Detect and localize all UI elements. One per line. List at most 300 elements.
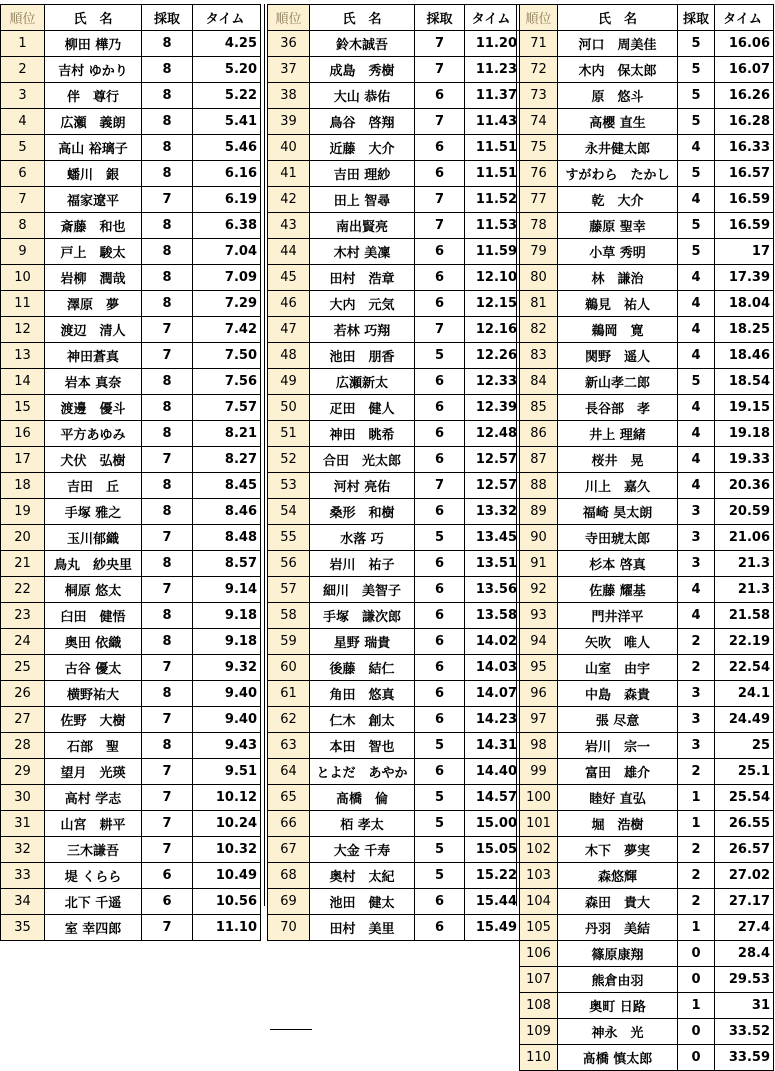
count-cell: 0 [678,967,715,993]
rank-cell: 84 [520,369,558,395]
time-cell: 13.32 [465,499,521,525]
time-cell: 19.18 [715,421,774,447]
rank-cell: 92 [520,577,558,603]
count-cell: 7 [142,343,193,369]
time-cell: 9.18 [193,603,261,629]
rank-cell: 5 [1,135,45,161]
rank-cell: 82 [520,317,558,343]
count-cell: 5 [678,369,715,395]
name-cell: 堤 くらら [45,863,142,889]
count-cell: 5 [678,213,715,239]
name-cell: 広瀬 義朗 [45,109,142,135]
time-cell: 15.22 [465,863,521,889]
time-cell: 18.25 [715,317,774,343]
time-cell: 20.36 [715,473,774,499]
count-cell: 8 [142,239,193,265]
time-cell: 27.4 [715,915,774,941]
name-cell: 手塚 雅之 [45,499,142,525]
time-cell: 7.29 [193,291,261,317]
table-row [1,109,261,135]
name-cell: 木下 夢実 [558,837,678,863]
rank-cell: 98 [520,733,558,759]
time-cell: 20.59 [715,499,774,525]
count-cell: 5 [415,863,465,889]
count-cell: 5 [678,109,715,135]
rank-cell: 99 [520,759,558,785]
rank-cell: 45 [268,265,310,291]
rank-cell: 97 [520,707,558,733]
rank-cell: 7 [1,187,45,213]
table-row [520,291,774,317]
count-cell: 6 [415,915,465,941]
time-cell: 7.57 [193,395,261,421]
time-cell: 22.54 [715,655,774,681]
rank-cell: 69 [268,889,310,915]
table-row [520,57,774,83]
time-cell: 26.55 [715,811,774,837]
table-row [1,369,261,395]
count-cell: 5 [678,239,715,265]
count-cell: 4 [678,343,715,369]
count-cell: 6 [415,447,465,473]
time-cell: 6.19 [193,187,261,213]
count-cell: 2 [678,759,715,785]
rank-cell: 46 [268,291,310,317]
name-cell: 古谷 優太 [45,655,142,681]
table-row [520,473,774,499]
time-cell: 11.52 [465,187,521,213]
count-cell: 7 [142,811,193,837]
rank-cell: 14 [1,369,45,395]
count-cell: 3 [678,499,715,525]
table-row [520,785,774,811]
count-cell: 5 [415,785,465,811]
table-row [268,759,521,785]
time-cell: 24.49 [715,707,774,733]
rank-cell: 3 [1,83,45,109]
table-row [1,213,261,239]
name-cell: 戸上 駿太 [45,239,142,265]
count-cell: 4 [678,447,715,473]
rank-cell: 8 [1,213,45,239]
count-cell: 6 [415,759,465,785]
rank-cell: 50 [268,395,310,421]
table-row [520,551,774,577]
name-cell: 桐原 悠太 [45,577,142,603]
name-cell: 門井洋平 [558,603,678,629]
name-cell: 堀 浩樹 [558,811,678,837]
header-name: 氏 名 [558,5,678,31]
count-cell: 6 [142,889,193,915]
count-cell: 8 [142,629,193,655]
table-row [268,473,521,499]
column-separator [264,4,265,906]
count-cell: 8 [142,213,193,239]
name-cell: 室 幸四郎 [45,915,142,941]
table-row [1,707,261,733]
name-cell: 原 悠斗 [558,83,678,109]
rank-cell: 55 [268,525,310,551]
table-row [520,213,774,239]
rank-cell: 79 [520,239,558,265]
table-row [1,655,261,681]
rank-cell: 73 [520,83,558,109]
name-cell: 蟠川 銀 [45,161,142,187]
rank-cell: 67 [268,837,310,863]
count-cell: 4 [678,135,715,161]
rank-cell: 71 [520,31,558,57]
count-cell: 3 [678,733,715,759]
ranking-table-2 [267,4,521,941]
table-row [268,629,521,655]
name-cell: 張 尽意 [558,707,678,733]
name-cell: 鵜岡 寛 [558,317,678,343]
count-cell: 3 [678,525,715,551]
count-cell: 7 [142,317,193,343]
time-cell: 21.3 [715,551,774,577]
rank-cell: 21 [1,551,45,577]
rank-cell: 53 [268,473,310,499]
time-cell: 27.02 [715,863,774,889]
header-count: 採取 [142,5,193,31]
rank-cell: 19 [1,499,45,525]
count-cell: 4 [678,395,715,421]
rank-cell: 1 [1,31,45,57]
time-cell: 16.57 [715,161,774,187]
time-cell: 21.06 [715,525,774,551]
name-cell: 吉田 理紗 [310,161,415,187]
table-row [520,707,774,733]
count-cell: 8 [142,603,193,629]
count-cell: 4 [678,291,715,317]
count-cell: 4 [678,603,715,629]
name-cell: 合田 光太郎 [310,447,415,473]
name-cell: 吉田 丘 [45,473,142,499]
table-row [520,811,774,837]
name-cell: 手塚 謙次郎 [310,603,415,629]
time-cell: 18.04 [715,291,774,317]
count-cell: 6 [415,577,465,603]
count-cell: 7 [142,577,193,603]
table-row [520,187,774,213]
name-cell: 望月 光瑛 [45,759,142,785]
time-cell: 9.18 [193,629,261,655]
rank-cell: 22 [1,577,45,603]
name-cell: 南出賢亮 [310,213,415,239]
time-cell: 15.49 [465,915,521,941]
rank-cell: 6 [1,161,45,187]
table-row [1,499,261,525]
time-cell: 12.48 [465,421,521,447]
table-row [268,109,521,135]
name-cell: 川上 嘉久 [558,473,678,499]
rank-cell: 87 [520,447,558,473]
table-row [1,291,261,317]
rank-cell: 18 [1,473,45,499]
header-name: 氏 名 [45,5,142,31]
count-cell: 8 [142,135,193,161]
count-cell: 7 [142,187,193,213]
count-cell: 7 [415,187,465,213]
table-row [1,863,261,889]
table-row [520,317,774,343]
table-row [1,31,261,57]
rank-cell: 48 [268,343,310,369]
rank-cell: 28 [1,733,45,759]
name-cell: 細川 美智子 [310,577,415,603]
name-cell: 篠原康翔 [558,941,678,967]
rank-cell: 66 [268,811,310,837]
count-cell: 1 [678,993,715,1019]
table-row [268,161,521,187]
count-cell: 7 [142,837,193,863]
table-row [1,343,261,369]
rank-cell: 23 [1,603,45,629]
time-cell: 15.05 [465,837,521,863]
table-row [268,811,521,837]
time-cell: 9.51 [193,759,261,785]
name-cell: 杉本 啓真 [558,551,678,577]
table-row [1,577,261,603]
name-cell: 北下 千遥 [45,889,142,915]
name-cell: 桑形 和樹 [310,499,415,525]
time-cell: 8.48 [193,525,261,551]
count-cell: 2 [678,629,715,655]
time-cell: 14.57 [465,785,521,811]
rank-cell: 96 [520,681,558,707]
time-cell: 16.26 [715,83,774,109]
name-cell: 近藤 大介 [310,135,415,161]
time-cell: 7.42 [193,317,261,343]
count-cell: 8 [142,681,193,707]
rank-cell: 78 [520,213,558,239]
table-row [520,135,774,161]
rank-cell: 27 [1,707,45,733]
name-cell: 桜井 晃 [558,447,678,473]
rank-cell: 74 [520,109,558,135]
time-cell: 13.58 [465,603,521,629]
rank-cell: 110 [520,1045,558,1071]
rank-cell: 44 [268,239,310,265]
rank-cell: 26 [1,681,45,707]
rank-cell: 17 [1,447,45,473]
name-cell: 田村 美里 [310,915,415,941]
name-cell: 神永 光 [558,1019,678,1045]
rank-cell: 62 [268,707,310,733]
name-cell: 仁木 創太 [310,707,415,733]
time-cell: 11.53 [465,213,521,239]
name-cell: 髙橋 慎太郎 [558,1045,678,1071]
table-row [268,707,521,733]
time-cell: 18.46 [715,343,774,369]
time-cell: 10.24 [193,811,261,837]
table-row [268,837,521,863]
name-cell: 岩柳 潤哉 [45,265,142,291]
table-row [268,57,521,83]
count-cell: 6 [415,655,465,681]
table-row [268,863,521,889]
table-row [520,837,774,863]
time-cell: 19.33 [715,447,774,473]
rank-cell: 58 [268,603,310,629]
table-row [268,733,521,759]
table-row [520,31,774,57]
count-cell: 1 [678,811,715,837]
rank-cell: 100 [520,785,558,811]
time-cell: 5.22 [193,83,261,109]
count-cell: 7 [142,655,193,681]
time-cell: 14.07 [465,681,521,707]
time-cell: 12.16 [465,317,521,343]
count-cell: 2 [678,837,715,863]
rank-cell: 95 [520,655,558,681]
time-cell: 6.16 [193,161,261,187]
table-row [1,265,261,291]
rank-cell: 12 [1,317,45,343]
count-cell: 4 [678,187,715,213]
time-cell: 11.51 [465,161,521,187]
name-cell: 河口 周美佳 [558,31,678,57]
name-cell: 富田 雄介 [558,759,678,785]
name-cell: 岩本 真奈 [45,369,142,395]
table-row [520,109,774,135]
rank-cell: 65 [268,785,310,811]
name-cell: 山宮 耕平 [45,811,142,837]
rank-cell: 59 [268,629,310,655]
table-row [520,993,774,1019]
header-row [1,5,261,31]
time-cell: 8.46 [193,499,261,525]
rank-cell: 107 [520,967,558,993]
count-cell: 3 [678,707,715,733]
time-cell: 13.56 [465,577,521,603]
header-row [520,5,774,31]
time-cell: 10.49 [193,863,261,889]
rank-cell: 38 [268,83,310,109]
time-cell: 7.04 [193,239,261,265]
table-row [1,759,261,785]
rank-cell: 39 [268,109,310,135]
header-row [268,5,521,31]
table-row [520,395,774,421]
table-row [268,395,521,421]
count-cell: 7 [142,447,193,473]
name-cell: 奥村 太紀 [310,863,415,889]
count-cell: 8 [142,421,193,447]
count-cell: 8 [142,161,193,187]
name-cell: 木内 保太郎 [558,57,678,83]
table-row [1,681,261,707]
rank-cell: 13 [1,343,45,369]
time-cell: 17 [715,239,774,265]
name-cell: 田上 智尋 [310,187,415,213]
rank-cell: 36 [268,31,310,57]
time-cell: 15.00 [465,811,521,837]
header-count: 採取 [678,5,715,31]
rank-cell: 37 [268,57,310,83]
rank-cell: 2 [1,57,45,83]
rank-cell: 86 [520,421,558,447]
count-cell: 6 [415,499,465,525]
table-row [268,31,521,57]
name-cell: 林 謙治 [558,265,678,291]
count-cell: 8 [142,499,193,525]
name-cell: 星野 瑞貴 [310,629,415,655]
table-row [520,915,774,941]
count-cell: 5 [415,811,465,837]
table-row [1,551,261,577]
table-row [1,733,261,759]
name-cell: 疋田 健人 [310,395,415,421]
count-cell: 7 [142,785,193,811]
time-cell: 8.45 [193,473,261,499]
rank-cell: 75 [520,135,558,161]
time-cell: 7.56 [193,369,261,395]
name-cell: 鈴木誠吾 [310,31,415,57]
count-cell: 2 [678,863,715,889]
count-cell: 4 [678,317,715,343]
count-cell: 8 [142,31,193,57]
table-row [520,369,774,395]
time-cell: 8.27 [193,447,261,473]
table-row [520,681,774,707]
rank-cell: 68 [268,863,310,889]
count-cell: 4 [678,577,715,603]
header-rank: 順位 [1,5,45,31]
count-cell: 1 [678,785,715,811]
name-cell: 横野祐大 [45,681,142,707]
header-rank: 順位 [520,5,558,31]
header-time: タイム [715,5,774,31]
name-cell: すがわら たかし [558,161,678,187]
time-cell: 15.44 [465,889,521,915]
rank-cell: 56 [268,551,310,577]
count-cell: 6 [415,707,465,733]
time-cell: 4.25 [193,31,261,57]
time-cell: 7.50 [193,343,261,369]
count-cell: 5 [678,31,715,57]
table-row [1,135,261,161]
time-cell: 10.56 [193,889,261,915]
time-cell: 17.39 [715,265,774,291]
count-cell: 7 [142,525,193,551]
rank-cell: 93 [520,603,558,629]
table-row [520,239,774,265]
count-cell: 2 [678,655,715,681]
name-cell: 神田蒼真 [45,343,142,369]
time-cell: 16.07 [715,57,774,83]
count-cell: 8 [142,733,193,759]
rank-cell: 16 [1,421,45,447]
rank-cell: 24 [1,629,45,655]
time-cell: 21.3 [715,577,774,603]
name-cell: 平方あゆみ [45,421,142,447]
rank-cell: 35 [1,915,45,941]
table-row [1,889,261,915]
table-row [520,967,774,993]
time-cell: 9.40 [193,681,261,707]
time-cell: 11.23 [465,57,521,83]
count-cell: 7 [142,759,193,785]
table-row [1,395,261,421]
name-cell: 河村 亮佑 [310,473,415,499]
count-cell: 6 [415,395,465,421]
table-row [1,57,261,83]
table-row [268,889,521,915]
table-row [268,291,521,317]
name-cell: 池田 健太 [310,889,415,915]
count-cell: 5 [678,83,715,109]
